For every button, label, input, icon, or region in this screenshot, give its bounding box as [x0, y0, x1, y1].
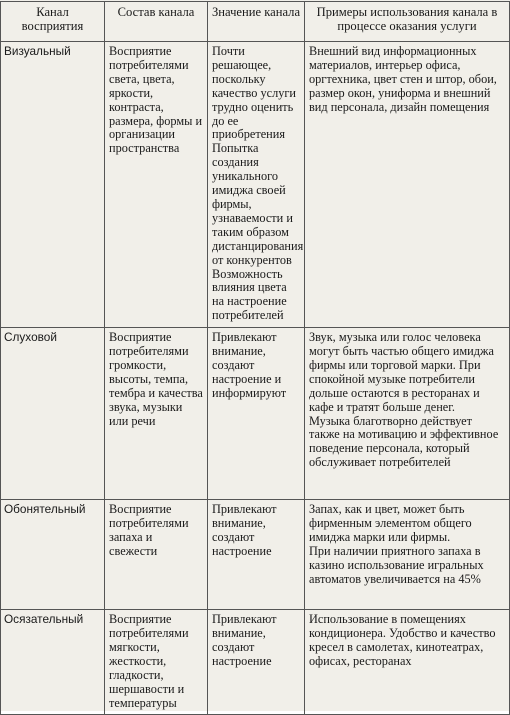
table-row — [1, 500, 510, 610]
header-composition: Состав канала — [105, 2, 208, 42]
meaning-paragraph: Привлекают внимание, создают настроение — [212, 612, 277, 668]
composition-cell: Восприятие потребителями света, цвета, яркости, контраста, размера, формы и организации пространства — [105, 42, 208, 328]
composition-cell: Восприятие потребителями мягкости, жесткости, гладкости, шершавости и температуры — [105, 610, 208, 715]
meaning-paragraph: Почти решающее, поскольку качество услуги трудно оценить до ее приобретения — [212, 44, 296, 142]
header-channel: Канал восприятия — [1, 2, 105, 42]
header-meaning: Значение канала — [208, 2, 305, 42]
channel-cell: Обонятельный — [1, 500, 105, 610]
examples-cell — [305, 610, 510, 715]
meaning-paragraph: Привлекают внимание, создают настроение и информируют — [212, 330, 287, 400]
channel-cell: Слуховой — [1, 328, 105, 500]
meaning-cell — [208, 500, 305, 610]
meaning-paragraph: Привлекают внимание, создают настроение — [212, 502, 277, 558]
examples-cell — [305, 328, 510, 500]
examples-cell — [305, 42, 510, 328]
table-row — [1, 328, 510, 500]
composition-cell: Восприятие потребителями запаха и свежести — [105, 500, 208, 610]
examples-paragraph: Использование в помещениях кондиционера. Удобство и качество кресел в самолетах, кинотеатрах, офисах, ресторанах — [309, 612, 496, 668]
table-row — [1, 610, 510, 715]
composition-cell: Восприятие потребителями громкости, высоты, темпа, тембра и качества звука, музыки или речи — [105, 328, 208, 500]
examples-paragraph: Запах, как и цвет, может быть фирменным элементом общего имиджа марки или фирмы. — [309, 502, 472, 544]
examples-paragraph: Внешний вид информационных материалов, интерьер офиса, оргтехника, цвет стен и штор, обои, размер окон, униформа и внешний вид персонала, дизайн помещения — [309, 44, 497, 114]
header-row — [1, 2, 510, 42]
examples-paragraph: Звук, музыка или голос человека могут быть частью общего имиджа фирмы или торговой марки. При спокойной музыке потребители дольше остаются в ресторанах и кафе и тратят больше денег. — [309, 330, 494, 414]
examples-paragraph: Музыка благотворно действует также на мотивацию и эффективное поведение персонала, который обслуживает потребителей — [309, 413, 499, 470]
meaning-cell — [208, 610, 305, 715]
channel-cell: Осязательный — [1, 610, 105, 715]
channels-table — [0, 1, 510, 715]
meaning-cell — [208, 328, 305, 500]
header-examples: Примеры использования канала в процессе оказания услуги — [305, 2, 510, 42]
examples-cell — [305, 500, 510, 610]
meaning-paragraph: Возможность влияния цвета на настроение потребителей — [212, 266, 287, 323]
table-row — [1, 42, 510, 328]
meaning-paragraph: Попытка создания уникального имиджа своей фирмы, узнаваемости и таким образом дистанцирования от конкурентов — [212, 141, 304, 267]
meaning-cell — [208, 42, 305, 328]
examples-paragraph: При наличии приятного запаха в казино использование игральных автоматов увеличивается на 45% — [309, 543, 484, 586]
channel-cell: Визуальный — [1, 42, 105, 328]
